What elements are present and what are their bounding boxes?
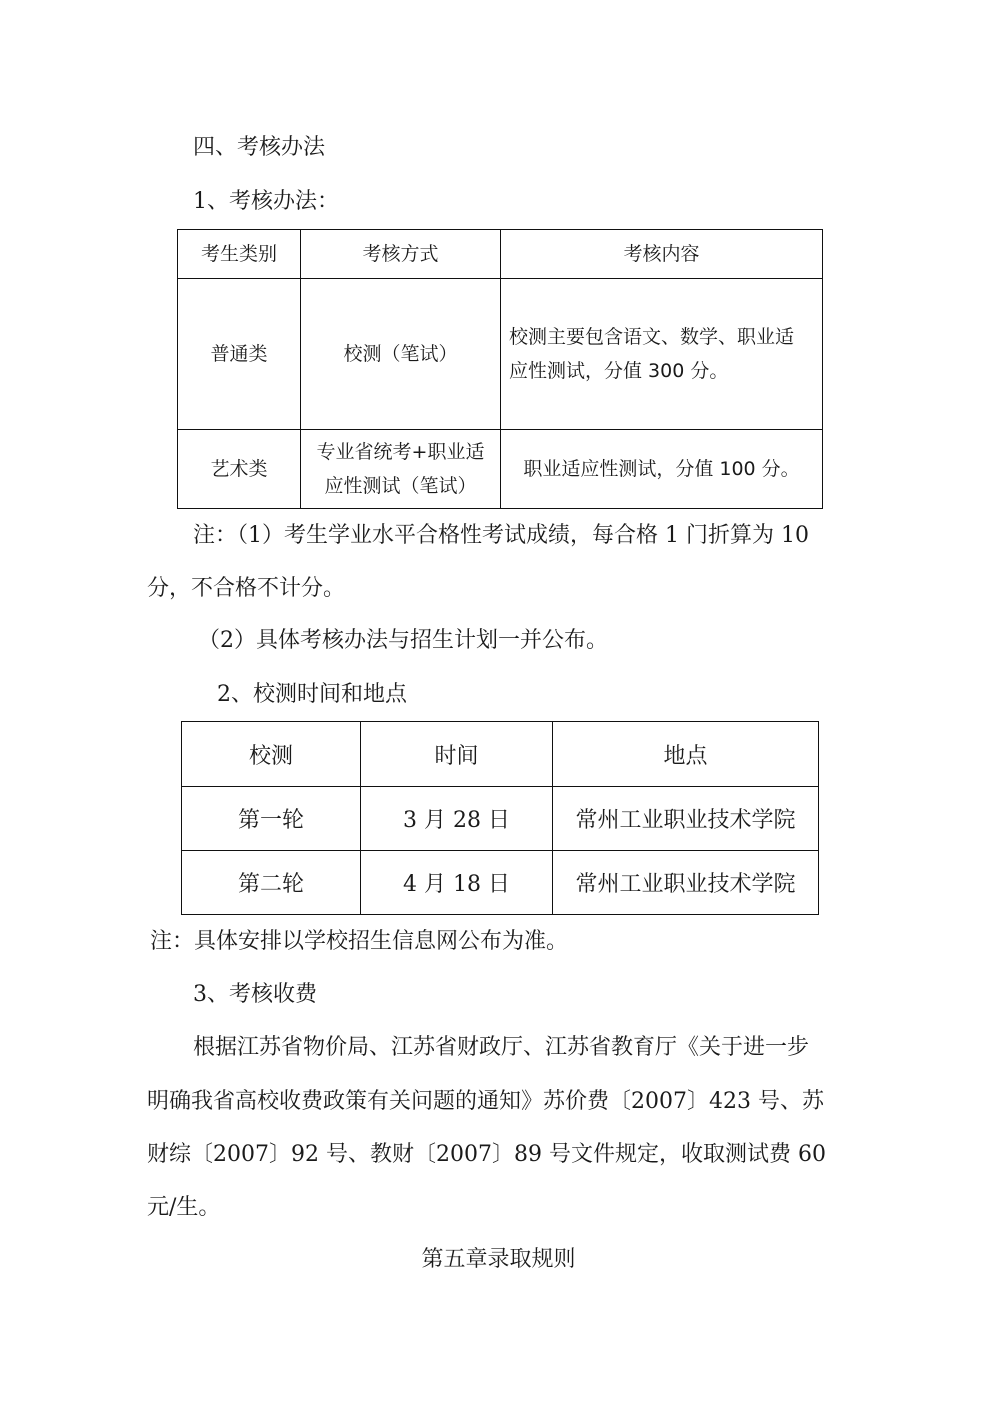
date-cell: 4 月 18 日 (361, 851, 553, 915)
header-cell: 考核方式 (301, 230, 501, 279)
place-cell: 常州工业职业技术学院 (553, 787, 819, 851)
content-line: 应性测试，分值 300 分。 (509, 360, 729, 382)
method-line: 应性测试（笔试） (324, 475, 477, 497)
subsection-3-title: 3、考核收费 (193, 982, 317, 1007)
header-cell: 时间 (361, 722, 553, 787)
note-1-line-2: 分，不合格不计分。 (147, 576, 346, 601)
note-1-line-3: （2）具体考核办法与招生计划一并公布。 (198, 628, 608, 653)
table-header-row (182, 722, 819, 787)
fee-paragraph-line-2: 明确我省高校收费政策有关问题的通知》苏价费〔2007〕423 号、苏 (147, 1089, 824, 1114)
table-row (178, 279, 823, 430)
round-cell: 第一轮 (182, 787, 361, 851)
header-cell: 校测 (182, 722, 361, 787)
header-cell: 考生类别 (178, 230, 301, 279)
method-cell: 校测（笔试） (301, 279, 501, 430)
test-schedule-table (181, 721, 819, 915)
assessment-method-table (177, 229, 823, 509)
content-cell: 职业适应性测试，分值 100 分。 (501, 430, 823, 509)
category-cell: 普通类 (178, 279, 301, 430)
table-row (182, 787, 819, 851)
table-header-row (178, 230, 823, 279)
section-heading: 四、考核办法 (193, 135, 326, 160)
content-line: 校测主要包含语文、数学、职业适 (509, 326, 795, 348)
category-cell: 艺术类 (178, 430, 301, 509)
note-2: 注：具体安排以学校招生信息网公布为准。 (150, 929, 569, 954)
content-cell (501, 279, 823, 430)
method-cell (301, 430, 501, 509)
place-cell: 常州工业职业技术学院 (553, 851, 819, 915)
date-cell: 3 月 28 日 (361, 787, 553, 851)
note-1-line-1: 注：（1）考生学业水平合格性考试成绩，每合格 1 门折算为 10 (193, 523, 809, 548)
fee-paragraph-line-4: 元/生。 (147, 1195, 221, 1220)
table-row (182, 851, 819, 915)
table-row (178, 430, 823, 509)
method-line: 专业省统考+职业适 (316, 441, 485, 463)
header-cell: 地点 (553, 722, 819, 787)
chapter-title: 第五章录取规则 (421, 1247, 576, 1272)
subsection-2-title: 2、校测时间和地点 (217, 682, 407, 707)
subsection-1-title: 1、考核办法： (193, 189, 339, 214)
fee-paragraph-line-3: 财综〔2007〕92 号、教财〔2007〕89 号文件规定，收取测试费 60 (147, 1142, 826, 1167)
fee-paragraph-line-1: 根据江苏省物价局、江苏省财政厅、江苏省教育厅《关于进一步 (193, 1035, 810, 1060)
header-cell: 考核内容 (501, 230, 823, 279)
round-cell: 第二轮 (182, 851, 361, 915)
